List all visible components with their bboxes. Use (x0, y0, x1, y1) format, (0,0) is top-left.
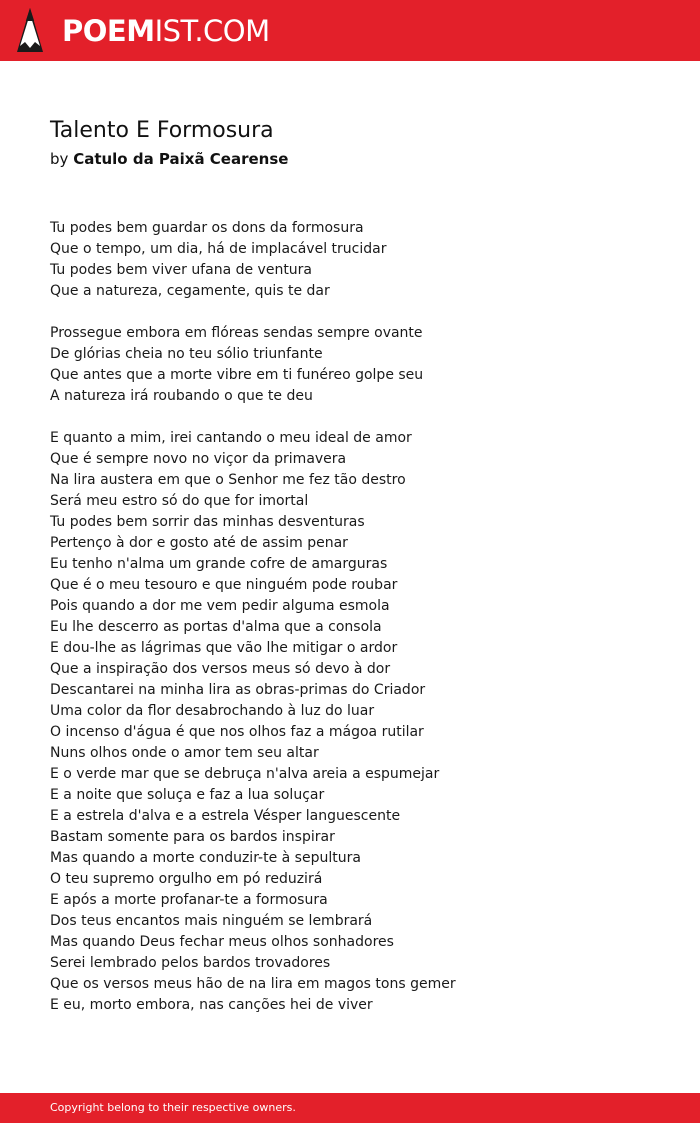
poem-line: Serei lembrado pelos bardos trovadores (50, 955, 331, 971)
copyright-text: Copyright belong to their respective owners. (50, 1101, 296, 1114)
poem-line: Eu lhe descerro as portas d'alma que a consola (50, 619, 382, 635)
poem-line: Que a natureza, cegamente, quis te dar (50, 283, 330, 299)
poem-line: Que é o meu tesouro e que ninguém pode roubar (50, 577, 398, 593)
poem-line: Que a inspiração dos versos meus só devo à dor (50, 661, 391, 677)
stanza (50, 323, 670, 407)
poem-line: Nuns olhos onde o amor tem seu altar (50, 745, 319, 761)
poem-line: Tu podes bem viver ufana de ventura (50, 262, 313, 278)
poem-line: Eu tenho n'alma um grande cofre de amarguras (50, 556, 388, 572)
poem-line: Na lira austera em que o Senhor me fez tão destro (50, 472, 406, 488)
site-brand[interactable] (62, 11, 270, 51)
site-header (0, 0, 700, 61)
poem-line: Prossegue embora em flóreas sendas sempre ovante (50, 325, 423, 341)
poem-line: Dos teus encantos mais ninguém se lembrará (50, 913, 373, 929)
poem-line: Mas quando a morte conduzir-te à sepultura (50, 850, 361, 866)
poem-line: E após a morte profanar-te a formosura (50, 892, 328, 908)
brand-bold: POEM (62, 14, 155, 48)
author-name: Catulo da Paixã Cearense (73, 150, 289, 168)
poem-line: E a estrela d'alva e a estrela Vésper languescente (50, 808, 401, 824)
poem-line: A natureza irá roubando o que te deu (50, 388, 313, 404)
poem-line: O incenso d'água é que nos olhos faz a mágoa rutilar (50, 724, 424, 740)
poem-line: Descantarei na minha lira as obras-primas do Criador (50, 682, 426, 698)
poem-title: Talento E Formosura (50, 118, 274, 143)
poem-line: E o verde mar que se debruça n'alva areia a espumejar (50, 766, 440, 782)
poem-line: De glórias cheia no teu sólio triunfante (50, 346, 323, 362)
stanza (50, 428, 670, 1016)
poem-line: Que o tempo, um dia, há de implacável trucidar (50, 241, 387, 257)
byline (50, 148, 288, 170)
poem-line: E quanto a mim, irei cantando o meu ideal de amor (50, 430, 412, 446)
poem-line: Mas quando Deus fechar meus olhos sonhadores (50, 934, 394, 950)
poem-line: Tu podes bem sorrir das minhas desventuras (50, 514, 365, 530)
poem-line: E a noite que soluça e faz a lua soluçar (50, 787, 325, 803)
poem-line: Que antes que a morte vibre em ti funéreo golpe seu (50, 367, 424, 383)
stanza (50, 218, 670, 302)
poem-line: Uma color da flor desabrochando à luz do luar (50, 703, 375, 719)
poem-line: E eu, morto embora, nas canções hei de viver (50, 997, 373, 1013)
brand-light: IST.COM (154, 14, 270, 48)
poem-line: Tu podes bem guardar os dons da formosura (50, 220, 364, 236)
poem-line: Bastam somente para os bardos inspirar (50, 829, 335, 845)
by-label: by (50, 150, 69, 168)
poem-line: Que os versos meus hão de na lira em magos tons gemer (50, 976, 456, 992)
site-footer (0, 1093, 700, 1123)
poem-line: Será meu estro só do que for imortal (50, 493, 309, 509)
poem-line: Pois quando a dor me vem pedir alguma esmola (50, 598, 390, 614)
poem-line: E dou-lhe as lágrimas que vão lhe mitigar o ardor (50, 640, 398, 656)
pencil-icon[interactable] (17, 8, 43, 52)
poem-line: Pertenço à dor e gosto até de assim penar (50, 535, 348, 551)
poem-line: O teu supremo orgulho em pó reduzirá (50, 871, 323, 887)
poem-line: Que é sempre novo no viçor da primavera (50, 451, 347, 467)
poem-body (50, 218, 670, 1037)
